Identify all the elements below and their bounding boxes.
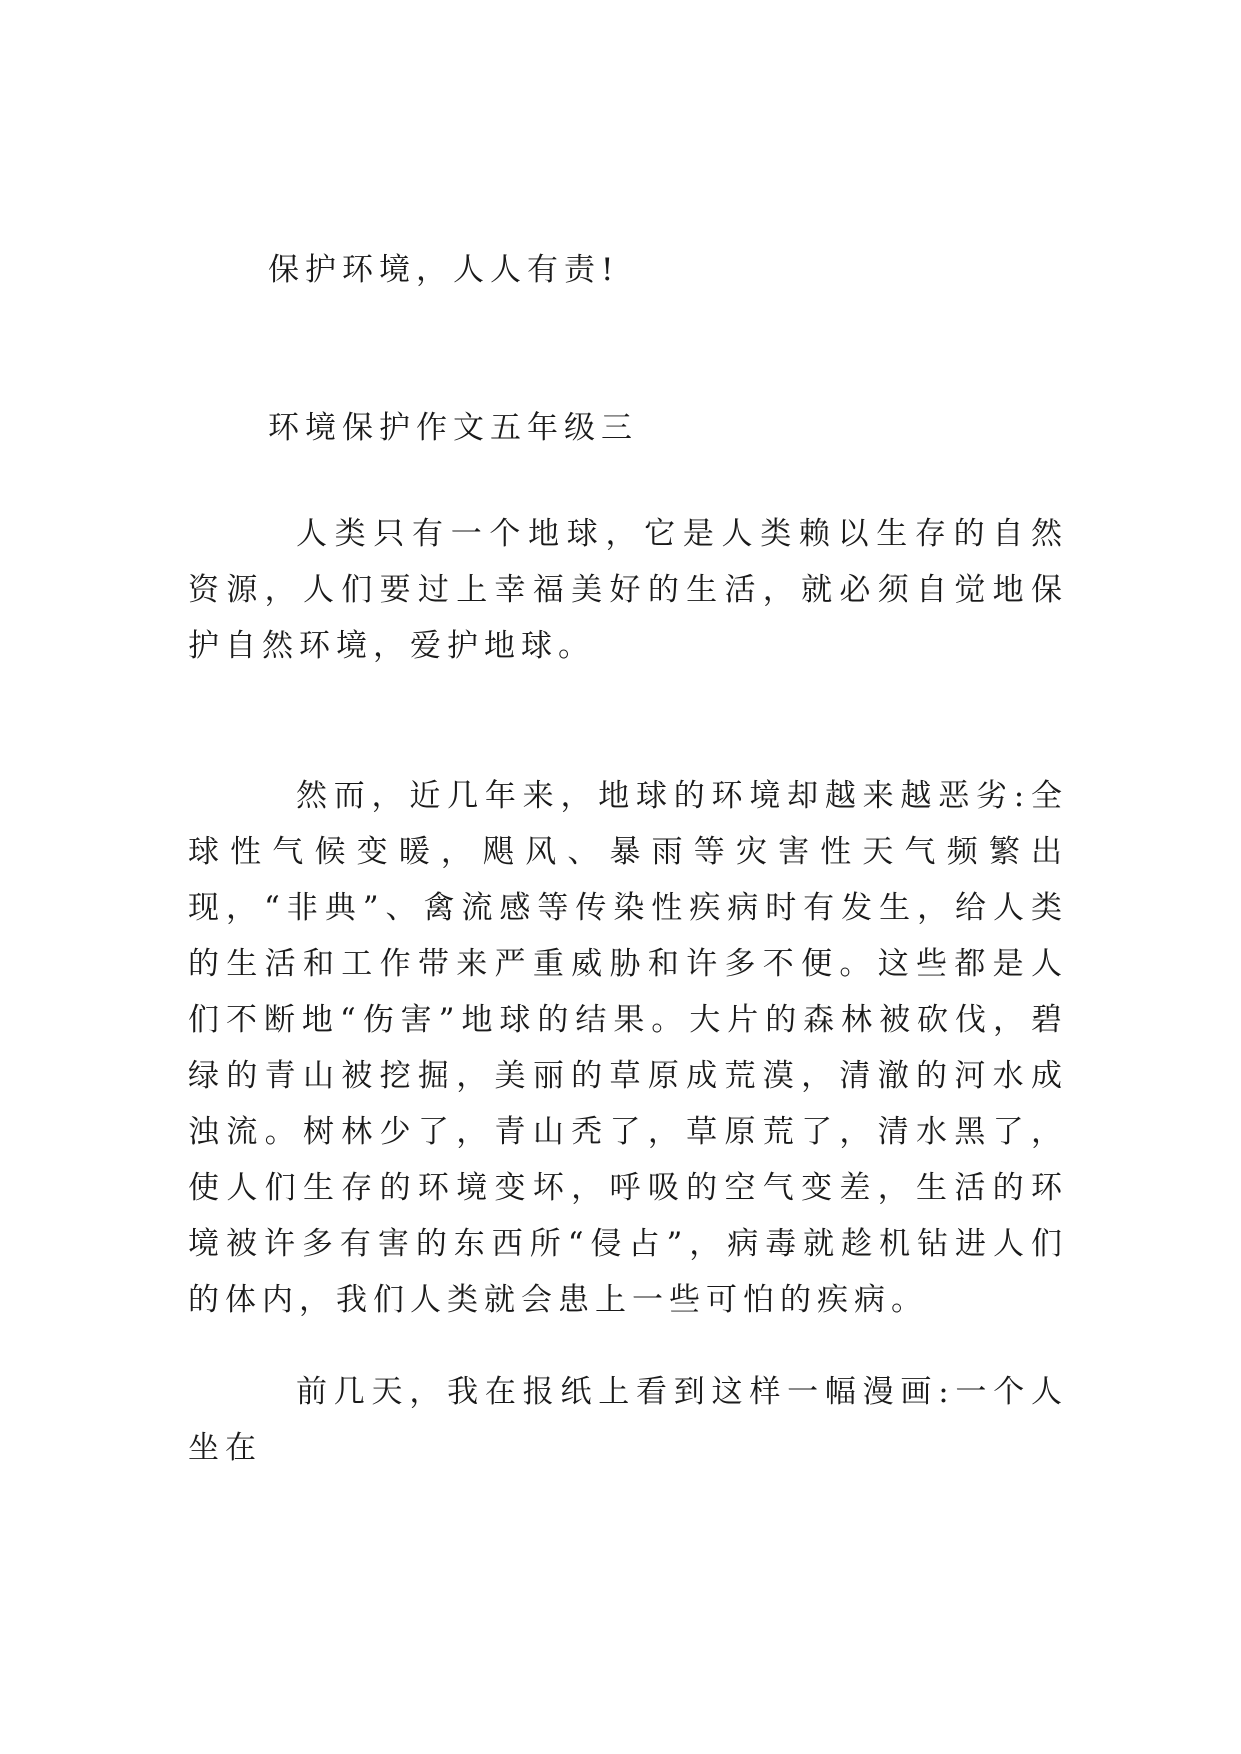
essay-heading: 环境保护作文五年级三 — [268, 410, 638, 446]
paragraph-3: 前几天，我在报纸上看到这样一幅漫画:一个人坐在 — [188, 1374, 1068, 1466]
paragraph-2: 然而，近几年来，地球的环境却越来越恶劣:全球性气候变暖，飓风、暴雨等灾害性天气频繁出现，“非典”、禽流感等传染性疾病时有发生，给人类的生活和工作带来严重威胁和许多不便。这些都是人们不断地“伤害”地球的结果。大片的森林被砍伐，碧绿的青山被挖掘，美丽的草原成荒漠，清澈的河水成浊流。树林少了，青山秃了，草原荒了，清水黑了，使人们生存的环境变坏，呼吸的空气变差，生活的环境被许多有害的东西所“侵占”，病毒就趁机钻进人们的体内，我们人类就会患上一些可怕的疾病。 — [188, 778, 1068, 1318]
paragraph-1: 人类只有一个地球，它是人类赖以生存的自然资源，人们要过上幸福美好的生活，就必须自觉地保护自然环境，爱护地球。 — [188, 516, 1068, 664]
closing-line: 保护环境，人人有责! — [268, 252, 620, 288]
